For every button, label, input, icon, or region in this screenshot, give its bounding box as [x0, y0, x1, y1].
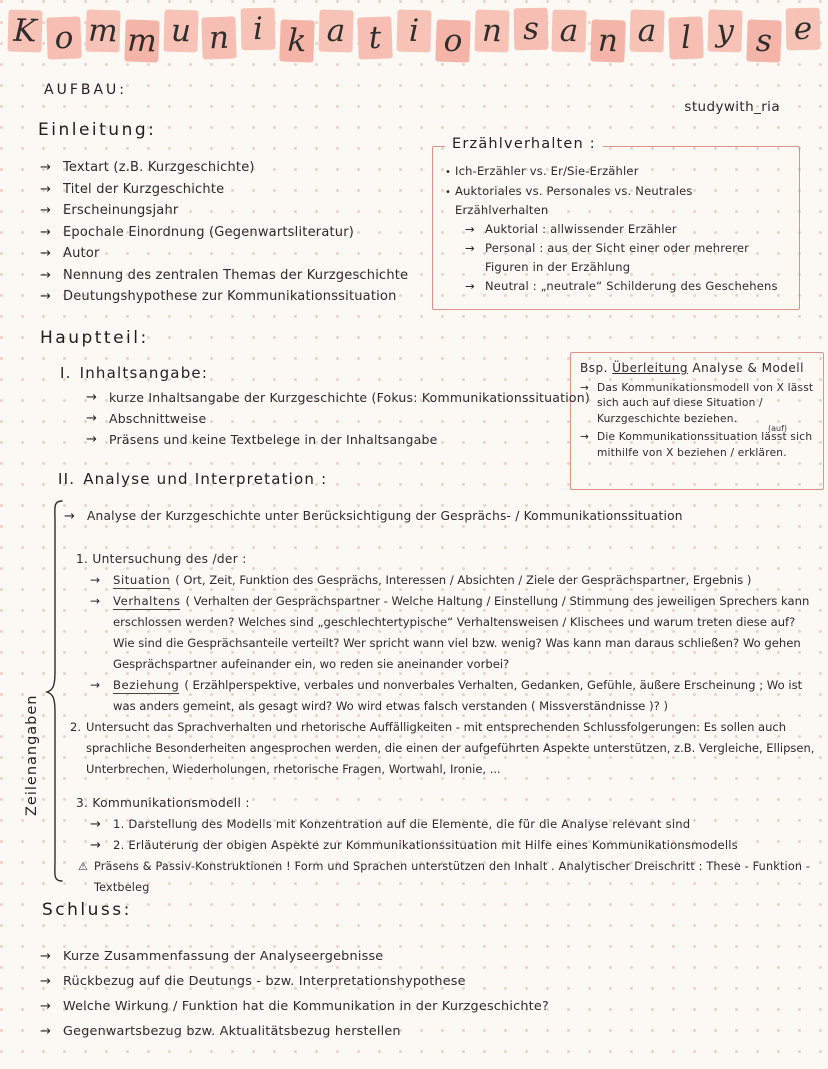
arrow-icon: → [86, 432, 97, 447]
analyse-point-3 [64, 793, 820, 898]
erzaehlverhalten-box-body [433, 147, 799, 304]
title-letter: s [746, 19, 781, 62]
section-brace [44, 500, 66, 882]
title-letter: o [46, 16, 81, 59]
term-label: Situation [113, 573, 171, 587]
list-item [445, 162, 789, 182]
point-1-title: Untersuchung des /der : [92, 552, 247, 566]
margin-label-zeilenangaben: Zeilenangaben [24, 694, 40, 816]
arrow-icon: → [40, 289, 51, 304]
term-text: ( Verhalten der Gesprächspartner - Welche Haltung / Einstellung / Stimmung des jeweiligen Sprechers kann erschlossen werden? Welches sind „geschlechtertypische“ Verhaltensweisen / Klischees und warum treten diese auf? Wie sind die Gesprächsanteile verteilt? Wer spricht wann viel bzw. wenig? Was kann man daraus schließen? Wo gehen Gesprächspartner aufeinander ein, wo reden sie aneinander vorbei? [113, 594, 810, 671]
ueberleitung-box-title [580, 361, 815, 377]
list-item-text: Gegenwartsbezug bzw. Aktualitätsbezug herstellen [63, 1024, 401, 1039]
einleitung-heading: Einleitung: [38, 120, 157, 140]
arrow-icon: → [40, 160, 51, 175]
arrow-icon: → [580, 431, 589, 443]
term-label: Verhaltens [113, 594, 181, 608]
list-item-text: Ich-Erzähler vs. Er/Sie-Erzähler [455, 164, 639, 178]
term-item [113, 570, 751, 591]
term-text: ( Ort, Zeit, Funktion des Gesprächs, Interessen / Absichten / Ziele der Gesprächspartner, Ergebnis ) [175, 573, 752, 587]
title-letter: u [163, 10, 198, 53]
title-letter: y [707, 10, 742, 53]
list-item [76, 591, 820, 675]
list-item-text: Welche Wirkung / Funktion hat die Kommunikation in der Kurzgeschichte? [63, 999, 549, 1014]
page-title [8, 8, 820, 68]
list-item [40, 200, 460, 222]
arrow-icon: → [40, 974, 51, 989]
list-item [40, 222, 460, 244]
list-item [40, 157, 460, 179]
roman-numeral: II. [58, 470, 76, 488]
point-3-heading [76, 793, 820, 814]
ueberleitung-title-rest: Analyse & Modell [692, 361, 804, 375]
warning-icon: ⚠ [78, 860, 88, 873]
point-3-title: Kommunikationsmodell : [92, 796, 250, 810]
erzaehlverhalten-box [432, 136, 800, 310]
arrow-icon: → [90, 817, 101, 832]
analyse-intro [64, 507, 820, 526]
list-item [40, 265, 460, 287]
title-letter: i [241, 8, 276, 51]
title-letter: e [785, 8, 820, 51]
list-item-text: kurze Inhaltsangabe der Kurzgeschichte (Fokus: Kommunikationssituation) [109, 390, 590, 405]
arrow-icon: → [465, 279, 475, 293]
list-item [40, 179, 460, 201]
list-item [86, 408, 646, 429]
list-item-text: Erscheinungsjahr [63, 203, 179, 218]
analyse-heading [58, 470, 327, 488]
title-letter: a [319, 10, 354, 53]
username-handle: studywith_ria [684, 99, 780, 115]
list-item [40, 994, 560, 1019]
title-letter: n [591, 19, 626, 62]
inhaltsangabe-heading [60, 364, 208, 382]
erzaehlverhalten-box-title: Erzählverhalten : [445, 136, 603, 152]
list-item-text: 1. Darstellung des Modells mit Konzentration auf die Elemente, die für die Analyse relevant sind [113, 817, 691, 831]
title-letter: m [85, 10, 120, 53]
list-item [40, 944, 560, 969]
title-letter: i [396, 10, 431, 53]
point-1-heading [76, 549, 820, 570]
list-item-text: Präsens und keine Textbelege in der Inhaltsangabe [109, 432, 438, 447]
title-letter: k [280, 19, 315, 62]
analyse-intro-text: Analyse der Kurzgeschichte unter Berücksichtigung der Gesprächs- / Kommunikationssituation [87, 509, 683, 523]
arrow-icon: → [465, 241, 475, 255]
list-item-text: Rückbezug auf die Deutungs - bzw. Interpretationshypothese [63, 974, 466, 989]
inhaltsangabe-list [86, 387, 646, 450]
term-label: Beziehung [113, 678, 180, 692]
bullet-icon: • [445, 187, 451, 198]
analyse-point-2 [64, 717, 820, 780]
point-number: 2. [70, 720, 81, 734]
list-item [40, 969, 560, 994]
arrow-icon: → [40, 246, 51, 261]
analyse-note [76, 856, 820, 898]
list-item-text: Abschnittweise [109, 411, 207, 426]
analyse-content [64, 507, 820, 898]
list-item [40, 243, 460, 265]
inline-annotation: (auf) [767, 424, 787, 433]
list-item-text: Neutral : „neutrale“ Schilderung des Geschehens [485, 279, 778, 293]
roman-numeral: I. [60, 364, 72, 382]
arrow-icon: → [40, 203, 51, 218]
arrow-icon: → [40, 224, 51, 240]
list-item [76, 835, 820, 856]
list-item [86, 387, 646, 408]
title-letter: a [630, 10, 665, 53]
list-item-text: Titel der Kurzgeschichte [63, 181, 225, 197]
list-item-text: Epochale Einordnung (Gegenwartsliteratur) [63, 224, 355, 240]
list-item-text: Deutungshypothese zur Kommunikationssituation [63, 289, 397, 304]
list-item-text: Kurze Zusammenfassung der Analyseergebnisse [63, 949, 384, 964]
title-letter: n [474, 10, 509, 53]
title-letter: t [357, 16, 392, 59]
arrow-icon: → [40, 999, 51, 1014]
schluss-list [40, 944, 560, 1044]
list-item-text: Personal : aus der Sicht einer oder mehrerer Figuren in der Erzählung [485, 241, 750, 274]
list-item [76, 814, 820, 835]
arrow-icon: → [90, 573, 101, 587]
title-letter: m [124, 19, 159, 62]
list-item [40, 286, 460, 308]
list-item [445, 182, 789, 220]
list-item-text: 2. Erläuterung der obigen Aspekte zur Kommunikationssituation mit Hilfe eines Kommunikationsmodells [113, 838, 738, 852]
arrow-icon: → [90, 678, 101, 692]
arrow-icon: → [465, 222, 475, 236]
list-item [40, 1019, 560, 1044]
arrow-icon: → [86, 390, 97, 405]
list-item [76, 570, 820, 591]
term-text: ( Erzählperspektive, verbales und nonverbales Verhalten, Gedanken, Gefühle, äußere Erscheinung ; Wo ist was anders gemeint, als gesagt wird? Wo wird etwas falsch verstanden ( Missverständnisse )? ) [113, 678, 803, 713]
analyse-note-text: Präsens & Passiv-Konstruktionen ! Form und Sprachen unterstützen den Inhalt . Analytischer Dreischritt : These - Funktion - Textbeleg [94, 860, 811, 894]
term-item [113, 675, 820, 717]
list-item-text: Textart (z.B. Kurzgeschichte) [63, 160, 255, 175]
list-item-text: Nennung des zentralen Themas der Kurzgeschichte [63, 267, 409, 283]
list-item [445, 277, 789, 296]
list-item-text: Autor [63, 246, 100, 261]
arrow-icon: → [580, 381, 589, 394]
list-item [76, 675, 820, 717]
arrow-icon: → [40, 1024, 51, 1039]
list-item [445, 239, 789, 277]
title-letter: s [513, 8, 548, 51]
list-item-text: Die Kommunikationssituation lässt sich mithilfe von X beziehen / erklären. [597, 431, 813, 459]
list-item-text: Auktoriales vs. Personales vs. Neutrales Erzählverhalten [455, 184, 693, 217]
arrow-icon: → [86, 411, 97, 426]
analyse-title: Analyse und Interpretation : [83, 470, 328, 488]
arrow-icon: → [40, 267, 51, 283]
arrow-icon: → [40, 181, 51, 197]
title-letter: K [7, 10, 42, 53]
aufbau-label: AUFBAU: [44, 82, 128, 98]
list-item [86, 429, 646, 450]
bullet-icon: • [445, 167, 451, 178]
arrow-icon: → [64, 509, 75, 524]
ueberleitung-title-prefix: Bsp. [580, 361, 608, 375]
arrow-icon: → [90, 838, 101, 853]
arrow-icon: → [40, 949, 51, 964]
einleitung-list [40, 157, 460, 308]
hauptteil-heading: Hauptteil: [40, 328, 149, 348]
title-letter: l [668, 16, 703, 59]
title-letter: n [202, 16, 237, 59]
list-item-text: Das Kommunikationsmodell von X lässt sich auch auf diese Situation / Kurzgeschichte beziehen. [597, 381, 814, 425]
analyse-point-1 [64, 549, 820, 717]
title-letter: a [552, 10, 587, 53]
inhaltsangabe-title: Inhaltsangabe: [79, 364, 209, 382]
term-item [113, 591, 820, 675]
schluss-heading: Schluss: [42, 900, 132, 920]
ueberleitung-title-word: Überleitung [612, 361, 689, 375]
title-letter: o [435, 19, 470, 62]
list-item-text: Auktorial : allwissender Erzähler [485, 222, 677, 236]
arrow-icon: → [90, 594, 101, 608]
point-number: 1. [76, 552, 89, 566]
point-2-text: Untersucht das Sprachverhalten und rhetorische Auffälligkeiten - mit entsprechenden Schlussfolgerungen: Es sollen auch sprachliche Besonderheiten angesprochen werden, die einen der aufgeführten Aspekte unterstützen, z.B. Vergleiche, Ellipsen, Unterbrechen, Wiederholungen, rhetorische Fragen, Wortwahl, Ironie, ... [86, 720, 815, 776]
point-number: 3. [76, 796, 89, 810]
list-item [445, 220, 789, 239]
